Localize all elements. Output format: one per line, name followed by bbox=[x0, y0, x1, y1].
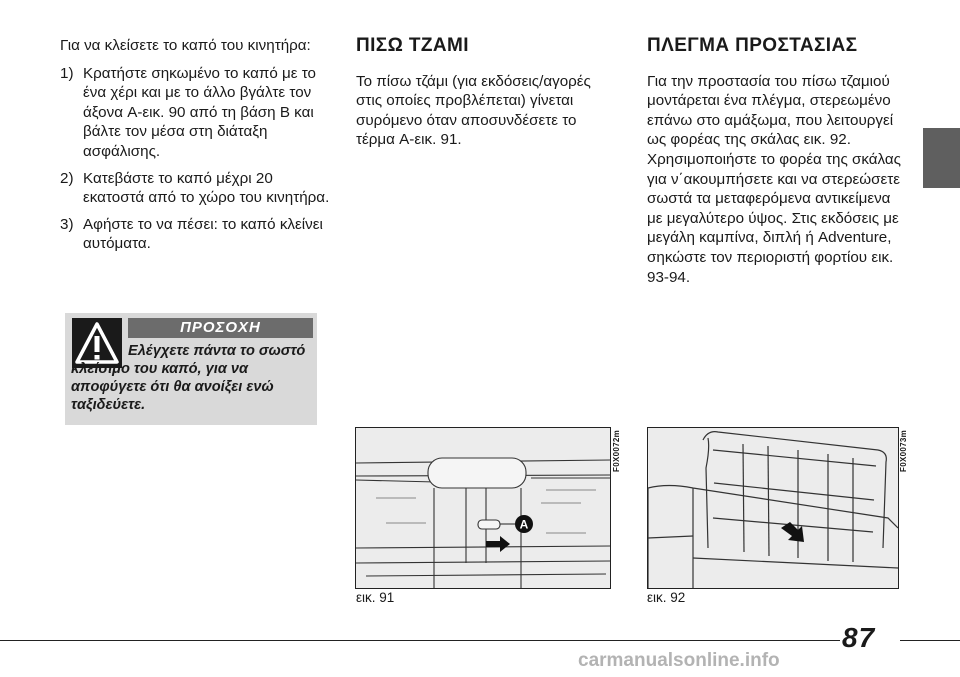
protection-grid-illustration bbox=[648, 428, 898, 588]
figure-caption: εικ. 91 bbox=[356, 590, 395, 605]
step-number: 1) bbox=[60, 64, 74, 82]
right-column bbox=[647, 36, 909, 287]
list-item bbox=[60, 169, 330, 208]
warning-title: ΠΡΟΣΟΧΗ bbox=[128, 318, 313, 338]
warning-box bbox=[65, 313, 317, 425]
watermark: carmanualsonline.info bbox=[578, 650, 780, 671]
figure-rear-window bbox=[355, 427, 611, 589]
page-number: 87 bbox=[842, 622, 876, 653]
step-number: 3) bbox=[60, 215, 74, 233]
list-item bbox=[60, 215, 330, 254]
left-column bbox=[60, 36, 330, 261]
section-body-rear-window: Το πίσω τζάμι (για εκδόσεις/αγορές στις οποίες προβλέπεται) γίνεται συρόμενο όταν αποσυνδέσετε το τέρμα A-εικ. 91. bbox=[356, 72, 591, 149]
rear-window-illustration bbox=[356, 428, 610, 588]
intro-text: Για να κλείσετε το καπό του κινητήρα: bbox=[60, 37, 311, 54]
figure-code: F0X0072m bbox=[612, 430, 621, 472]
section-body-protection-grid: Για την προστασία του πίσω τζαμιού μοντάρεται ένα πλέγμα, στερεωμένο επάνω στο αμάξωμα, που λειτουργεί ως φορέας της σκάλας εικ. 92. Χρησιμοποιήστε το φορέα της σκάλας για ν΄ακουμπήσετε και να στερεώσετε σωστά τα μεταφερόμενα αντικείμενα με μεγαλύτερο ύψος. Στις εκδόσεις με μεγάλη καμπίνα, διπλή ή Adventure, σηκώστε τον περιοριστή φορτίου εικ. 93-94. bbox=[647, 72, 902, 286]
warning-text: Ελέγχετε πάντα το σωστό κλείσιμο του καπό, για να αποφύγετε ότι θα ανοίξει ενώ ταξιδεύετε. bbox=[71, 343, 306, 413]
figure-label-a: A bbox=[519, 517, 529, 532]
list-item bbox=[60, 64, 330, 162]
step-text: Κρατήστε σηκωμένο το καπό με το ένα χέρι και με το άλλο βγάλτε τον άξονα A-εικ. 90 από τη βάση B και βάλτε τον μέσα στη διάταξη ασφάλισης. bbox=[83, 64, 316, 160]
figure-protection-grid bbox=[647, 427, 899, 589]
figure-code: F0X0073m bbox=[899, 430, 908, 472]
section-heading-protection-grid: ΠΛΕΓΜΑ ΠΡΟΣΤΑΣΙΑΣ bbox=[647, 35, 858, 56]
step-text: Αφήστε το να πέσει: το καπό κλείνει αυτόματα. bbox=[83, 215, 323, 253]
footer-rule bbox=[0, 640, 840, 641]
steps-list bbox=[60, 64, 330, 254]
figure-caption: εικ. 92 bbox=[647, 590, 686, 605]
chapter-tab bbox=[923, 128, 960, 188]
section-heading-rear-window: ΠΙΣΩ ΤΖΑΜΙ bbox=[356, 35, 469, 56]
step-number: 2) bbox=[60, 169, 74, 187]
step-text: Κατεβάστε το καπό μέχρι 20 εκατοστά από το χώρο του κινητήρα. bbox=[83, 169, 330, 207]
footer-rule bbox=[900, 640, 960, 641]
middle-column bbox=[356, 36, 606, 150]
